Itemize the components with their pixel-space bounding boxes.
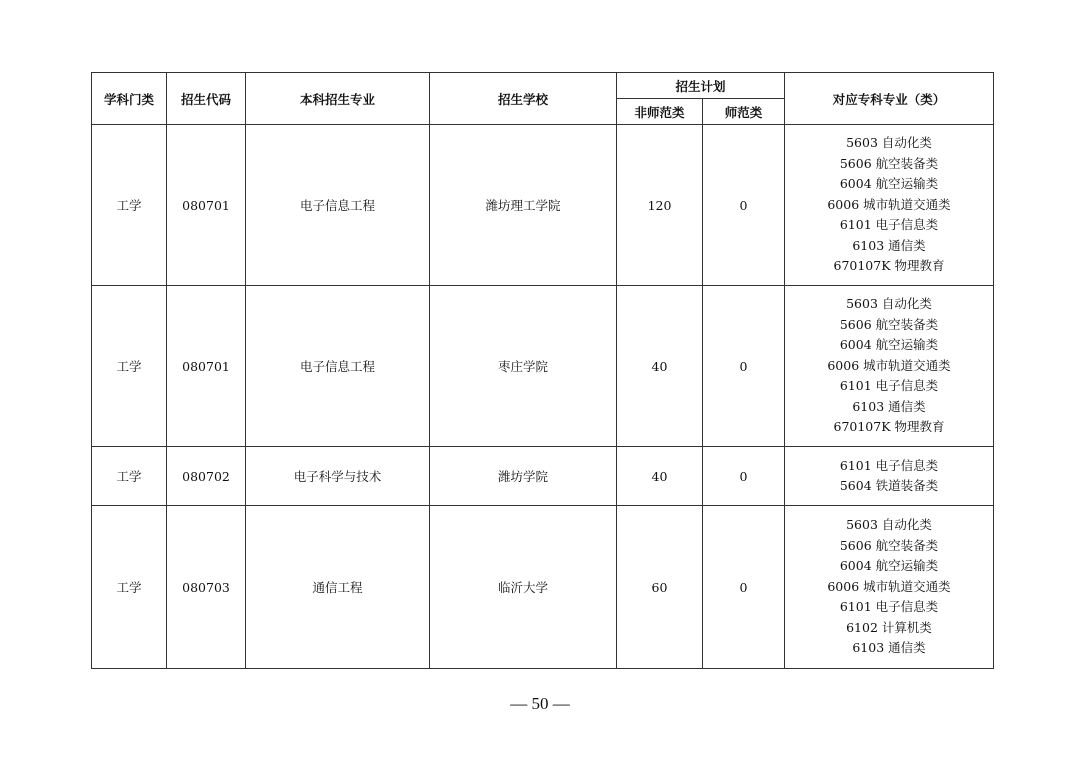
- header-normal: 师范类: [703, 99, 785, 125]
- cell-code: 080703: [167, 506, 246, 669]
- related-item: 5606 航空装备类: [839, 155, 939, 171]
- cell-category: 工学: [92, 506, 167, 669]
- header-non-normal: 非师范类: [617, 99, 703, 125]
- table-row: [92, 447, 994, 506]
- related-item: 6004 航空运输类: [839, 337, 939, 353]
- related-item: 5604 铁道装备类: [839, 478, 939, 493]
- cell-normal: 0: [703, 447, 785, 506]
- header-related: 对应专科专业（类）: [785, 73, 994, 125]
- header-category: 学科门类: [92, 73, 167, 125]
- related-item: 6103 通信类: [852, 237, 926, 253]
- cell-non-normal: 40: [617, 447, 703, 506]
- related-item: 6103 通信类: [852, 640, 926, 656]
- cell-normal: 0: [703, 125, 785, 286]
- cell-category: 工学: [92, 125, 167, 286]
- related-item: 6004 航空运输类: [839, 176, 939, 192]
- table-row: [92, 506, 994, 669]
- cell-code: 080701: [167, 286, 246, 447]
- related-item: 5606 航空装备类: [839, 316, 939, 332]
- header-code: 招生代码: [167, 73, 246, 125]
- cell-related: [785, 447, 994, 506]
- cell-code: 080702: [167, 447, 246, 506]
- related-item: 670107K 物理教育: [833, 419, 945, 435]
- header-school: 招生学校: [430, 73, 617, 125]
- related-item: 5603 自动化类: [846, 517, 932, 533]
- related-item: 6006 城市轨道交通类: [827, 196, 951, 212]
- related-item: 6101 电子信息类: [839, 457, 939, 473]
- cell-related: [785, 506, 994, 669]
- related-item: 6101 电子信息类: [839, 378, 939, 394]
- cell-major: 通信工程: [246, 506, 430, 669]
- related-item: 6004 航空运输类: [839, 558, 939, 574]
- related-item: 5603 自动化类: [846, 296, 932, 312]
- cell-normal: 0: [703, 506, 785, 669]
- cell-major: 电子科学与技术: [246, 447, 430, 506]
- related-item: 6006 城市轨道交通类: [827, 357, 951, 373]
- header-major: 本科招生专业: [246, 73, 430, 125]
- related-item: 5603 自动化类: [846, 135, 932, 151]
- table-row: [92, 286, 994, 447]
- related-item: 6006 城市轨道交通类: [827, 578, 951, 594]
- cell-school: 潍坊理工学院: [430, 125, 617, 286]
- cell-related: [785, 125, 994, 286]
- related-item: 6103 通信类: [852, 398, 926, 414]
- cell-school: 潍坊学院: [430, 447, 617, 506]
- related-item: 6102 计算机类: [846, 619, 932, 635]
- cell-related: [785, 286, 994, 447]
- cell-non-normal: 120: [617, 125, 703, 286]
- header-plan: 招生计划: [617, 73, 785, 99]
- related-item: 670107K 物理教育: [833, 258, 945, 274]
- cell-major: 电子信息工程: [246, 125, 430, 286]
- table-row: [92, 125, 994, 286]
- related-item: 6101 电子信息类: [839, 599, 939, 615]
- cell-category: 工学: [92, 286, 167, 447]
- cell-code: 080701: [167, 125, 246, 286]
- cell-non-normal: 40: [617, 286, 703, 447]
- cell-school: 枣庄学院: [430, 286, 617, 447]
- cell-category: 工学: [92, 447, 167, 506]
- related-item: 6101 电子信息类: [839, 217, 939, 233]
- cell-school: 临沂大学: [430, 506, 617, 669]
- related-item: 5606 航空装备类: [839, 537, 939, 553]
- enrollment-plan-table: [91, 72, 994, 669]
- cell-normal: 0: [703, 286, 785, 447]
- cell-non-normal: 60: [617, 506, 703, 669]
- page-number: — 50 —: [510, 694, 570, 713]
- cell-major: 电子信息工程: [246, 286, 430, 447]
